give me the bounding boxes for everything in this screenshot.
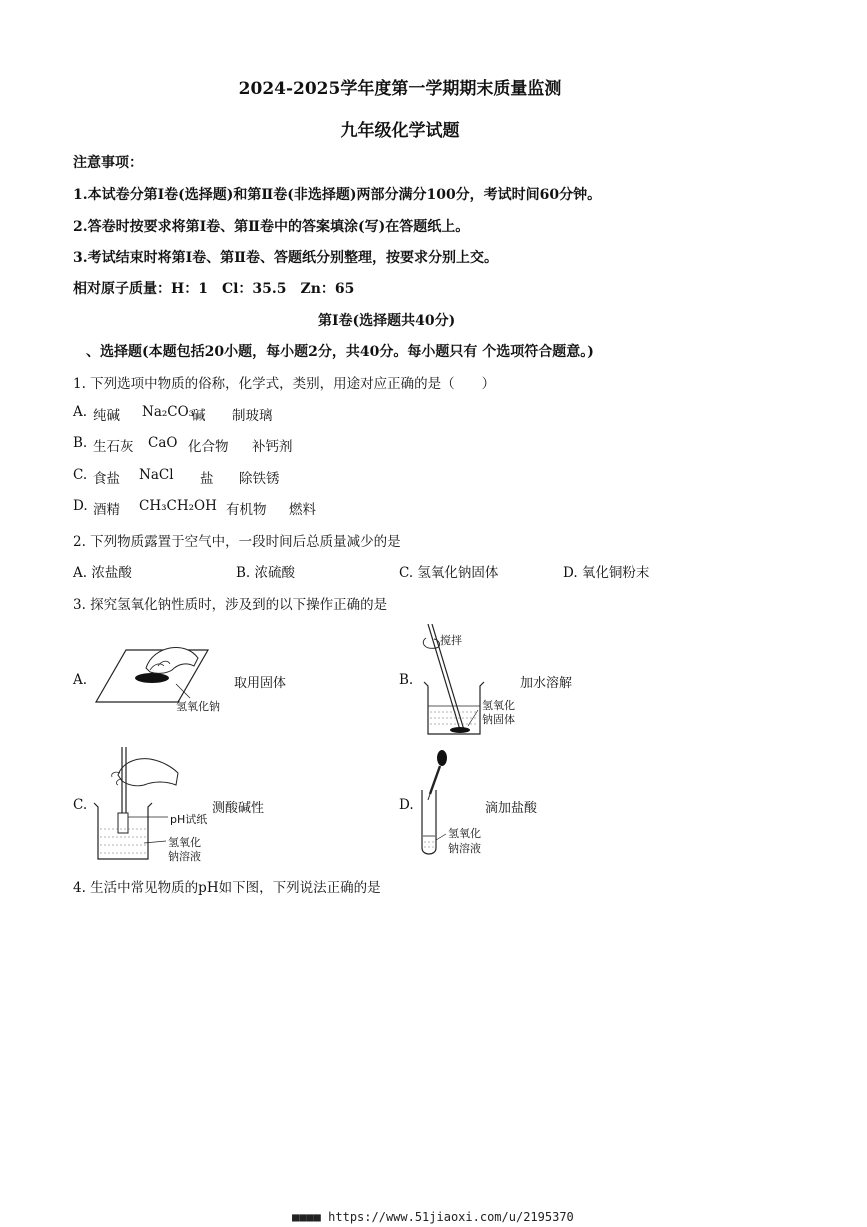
option-name: 酒精 <box>93 502 120 518</box>
notice-heading: 注意事项： <box>73 155 143 171</box>
notice-item-1: 1.本试卷分第Ⅰ卷(选择题)和第Ⅱ卷(非选择题)两部分满分100分，考试时间60分钟。 <box>73 187 602 203</box>
option-category: 化合物 <box>188 439 229 455</box>
option-formula: CH₃CH₂OH <box>139 498 217 514</box>
option-name: 食盐 <box>93 471 120 487</box>
question-3-stem: 3. 探究氢氧化钠性质时，涉及到的以下操作正确的是 <box>73 597 388 613</box>
q3-option-d-key: D. <box>399 797 414 813</box>
q3-c-label-solution-1: 氢氧化 <box>168 836 201 849</box>
question-4-stem: 4. 生活中常见物质的pH如下图，下列说法正确的是 <box>73 880 381 896</box>
section-title: 第Ⅰ卷(选择题共40分) <box>318 313 456 329</box>
section-instruction: 、选择题(本题包括20小题，每小题2分，共40分。每小题只有 个选项符合题意。) <box>86 344 594 360</box>
option-use: 除铁锈 <box>239 471 280 487</box>
option-key: D. <box>73 498 88 514</box>
footer-url[interactable]: https://www.51jiaoxi.com/u/2195370 <box>328 1210 574 1224</box>
q2-option-b: B. 浓硫酸 <box>236 565 296 581</box>
option-formula: Na₂CO₃ <box>142 404 195 420</box>
option-key: B. <box>73 435 88 451</box>
q3-a-label: 氢氧化钠 <box>176 700 220 713</box>
atomic-mass-line: 相对原子质量：H：1 Cl：35.5 Zn：65 <box>73 281 355 297</box>
q3-option-c-key: C. <box>73 797 88 813</box>
q2-option-d: D. 氧化铜粉末 <box>563 565 650 581</box>
option-key: A. <box>73 404 88 420</box>
q3-d-label-1: 氢氧化 <box>448 827 481 840</box>
option-category: 盐 <box>200 471 214 487</box>
option-use: 补钙剂 <box>252 439 293 455</box>
q3-d-caption: 滴加盐酸 <box>485 801 538 816</box>
option-key: C. <box>73 467 88 483</box>
q3-b-label-solid-2: 钠固体 <box>482 713 515 726</box>
q3-option-b-key: B. <box>399 672 414 688</box>
option-use: 燃料 <box>289 502 316 518</box>
option-use: 制玻璃 <box>232 408 273 424</box>
question-1-stem: 1. 下列选项中物质的俗称，化学式，类别，用途对应正确的是（ ） <box>73 376 496 392</box>
q3-c-caption: 测酸碱性 <box>212 801 265 816</box>
q2-option-a: A. 浓盐酸 <box>73 565 132 581</box>
exam-title: 2024-2025学年度第一学期期末质量监测 <box>238 79 562 99</box>
question-2-stem: 2. 下列物质露置于空气中，一段时间后总质量减少的是 <box>73 534 401 550</box>
notice-item-3: 3.考试结束时将第Ⅰ卷、第Ⅱ卷、答题纸分别整理，按要求分别上交。 <box>73 250 498 266</box>
q2-option-c: C. 氢氧化钠固体 <box>399 565 499 581</box>
q3-d-label-2: 钠溶液 <box>448 842 481 855</box>
footer-watermark <box>292 1210 574 1224</box>
option-category: 碱 <box>192 408 206 424</box>
option-formula: NaCl <box>139 467 174 483</box>
q3-b-label-solid-1: 氢氧化 <box>482 699 515 712</box>
notice-item-2: 2.答卷时按要求将第Ⅰ卷、第Ⅱ卷中的答案填涂(写)在答题纸上。 <box>73 219 470 235</box>
q3-a-caption: 取用固体 <box>234 676 287 691</box>
option-category: 有机物 <box>226 502 267 518</box>
q3-b-label-stir: 搅拌 <box>440 634 462 647</box>
exam-subtitle: 九年级化学试题 <box>340 121 460 141</box>
q3-c-label-solution-2: 钠溶液 <box>168 850 201 863</box>
q3-b-caption: 加水溶解 <box>520 676 573 691</box>
q3-c-label-paper: pH试纸 <box>170 813 208 826</box>
option-formula: CaO <box>148 435 178 451</box>
option-name: 生石灰 <box>93 439 134 455</box>
footer-prefix: ■■■■ <box>292 1210 321 1224</box>
q3-option-a-key: A. <box>73 672 88 688</box>
option-name: 纯碱 <box>93 408 120 424</box>
